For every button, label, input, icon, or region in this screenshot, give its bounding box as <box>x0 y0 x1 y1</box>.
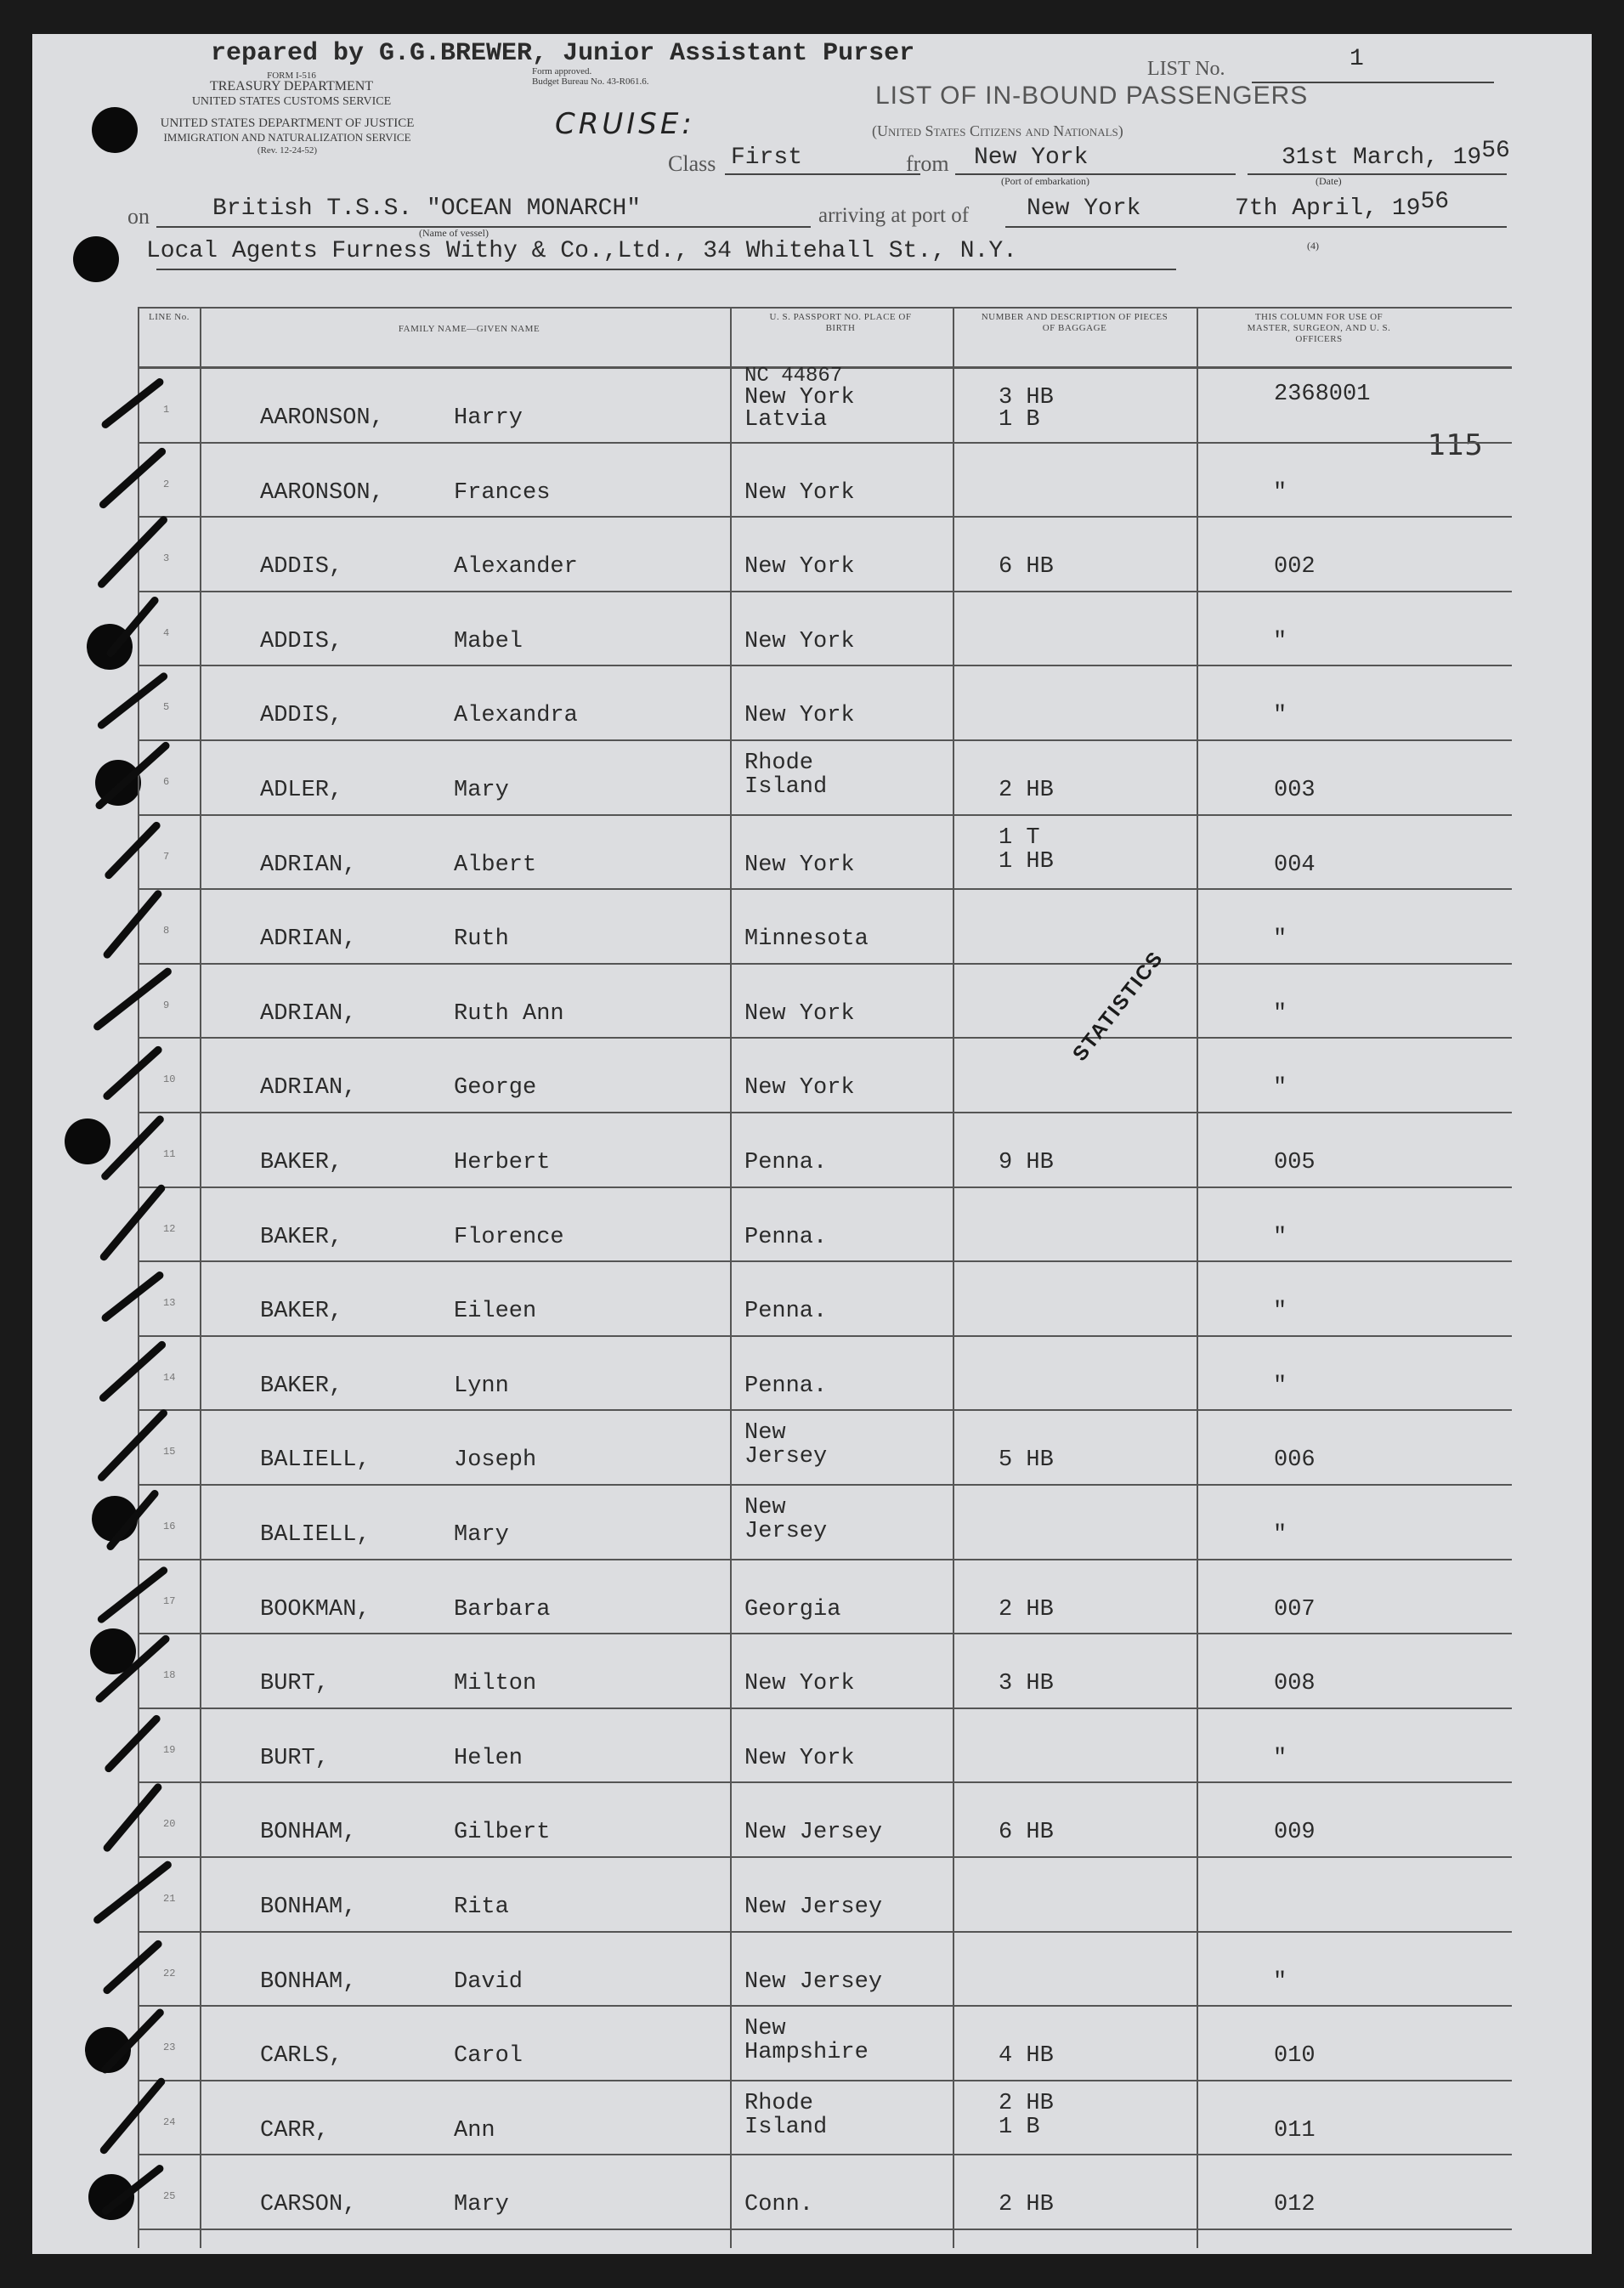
col-header-passport: U. S. PASSPORT NO. PLACE OF BIRTH <box>769 312 912 333</box>
from-label: from <box>906 151 949 176</box>
table-row <box>138 1335 1512 1409</box>
table-row <box>138 1260 1512 1334</box>
family-name: BAKER, <box>260 1299 343 1325</box>
birth-place: New York <box>744 1671 855 1697</box>
birth-place: New Jersey <box>744 1968 883 1995</box>
family-name: AARONSON, <box>260 479 384 506</box>
baggage: 2 HB <box>999 1596 1054 1623</box>
baggage-line1: 3 HB <box>999 385 1054 411</box>
line-number: 10 <box>163 1073 176 1086</box>
punch-hole <box>73 236 119 282</box>
baggage: 3 HB <box>999 1671 1054 1697</box>
birth-place: Minnesota <box>744 926 869 953</box>
family-name: BOOKMAN, <box>260 1596 371 1623</box>
line-number: 21 <box>163 1893 176 1905</box>
birth-place: Penna. <box>744 1150 828 1175</box>
officer-note: " <box>1273 703 1287 729</box>
officer-note: 003 <box>1274 778 1316 803</box>
family-name: BALIELL, <box>260 1447 371 1474</box>
birth-place-line2: Island <box>744 774 828 800</box>
local-agents: Local Agents Furness Withy & Co.,Ltd., 34 Whitehall St., N.Y. <box>146 238 1017 264</box>
table-row <box>138 963 1512 1037</box>
birth-place-line2: Latvia <box>744 407 828 433</box>
budget-bureau: Budget Bureau No. 43-R061.6. <box>532 76 649 87</box>
baggage-line1: 2 HB <box>999 2090 1054 2116</box>
family-name: ADDIS, <box>260 703 343 729</box>
given-name: Helen <box>454 1745 523 1771</box>
baggage: 6 HB <box>999 554 1054 580</box>
birth-place-line1: Rhode <box>744 750 814 776</box>
officer-note: 005 <box>1274 1150 1316 1175</box>
cruise-handwritten: CRUISE: <box>555 107 695 141</box>
table-row <box>138 888 1512 962</box>
table-row <box>138 1931 1512 2005</box>
family-name: BURT, <box>260 1671 330 1697</box>
arrival-date: 7th April, 1956 <box>1235 189 1450 222</box>
revision-date: (Rev. 12-24-52) <box>257 145 318 156</box>
baggage: 6 HB <box>999 1820 1054 1846</box>
family-name: CARLS, <box>260 2043 343 2070</box>
table-row <box>138 1484 1512 1558</box>
birth-place-line1: New York <box>744 385 855 411</box>
family-name: CARR, <box>260 2117 330 2144</box>
table-row <box>138 1112 1512 1186</box>
officer-note: 007 <box>1274 1596 1316 1623</box>
birth-place: New York <box>744 852 855 878</box>
given-name: Mary <box>454 778 509 803</box>
line-number: 19 <box>163 1743 176 1756</box>
given-name: Mary <box>454 1522 509 1548</box>
line-number: 12 <box>163 1222 176 1235</box>
passenger-table <box>138 307 1512 2248</box>
baggage-line2: 1 B <box>999 407 1040 433</box>
birth-place: New York <box>744 479 855 506</box>
birth-place-line2: Hampshire <box>744 2040 869 2066</box>
date-caption: (Date) <box>1316 175 1342 187</box>
officer-note: " <box>1273 1968 1287 1995</box>
baggage-line2: 1 HB <box>999 848 1054 875</box>
given-name: George <box>454 1075 537 1102</box>
family-name: BONHAM, <box>260 1968 357 1995</box>
vessel-name: British T.S.S. "OCEAN MONARCH" <box>212 195 642 222</box>
officer-note: " <box>1273 628 1287 654</box>
birth-place: Penna. <box>744 1299 828 1325</box>
table-row <box>138 1409 1512 1483</box>
punch-hole <box>65 1119 110 1164</box>
birth-place-line2: Jersey <box>744 1444 828 1470</box>
table-row <box>138 1186 1512 1260</box>
birth-place-line1: New <box>744 2016 786 2042</box>
given-name: Ruth Ann <box>454 1000 564 1027</box>
line-number: 14 <box>163 1371 176 1384</box>
given-name: Harry <box>454 405 523 431</box>
birth-place-line1: Rhode <box>744 2090 814 2116</box>
birth-place: New Jersey <box>744 1894 883 1920</box>
baggage-line2: 1 B <box>999 2114 1040 2140</box>
officer-note: 004 <box>1274 852 1316 878</box>
line-number: 23 <box>163 2042 176 2054</box>
baggage: 5 HB <box>999 1447 1054 1474</box>
given-name: David <box>454 1968 523 1995</box>
given-name: Gilbert <box>454 1820 551 1846</box>
officer-note: " <box>1273 1373 1287 1399</box>
given-name: Mary <box>454 2192 509 2218</box>
family-name: ADDIS, <box>260 554 343 580</box>
family-name: ADRIAN, <box>260 926 357 953</box>
birth-place: New York <box>744 703 855 729</box>
given-name: Mabel <box>454 628 523 654</box>
birth-place-line1: New <box>744 1420 786 1447</box>
family-name: AARONSON, <box>260 405 384 431</box>
given-name: Herbert <box>454 1150 551 1175</box>
family-name: BAKER, <box>260 1373 343 1399</box>
document-title: LIST OF IN-BOUND PASSENGERS <box>875 82 1309 110</box>
depart-date: 31st March, 1956 <box>1282 138 1510 171</box>
birth-place: New York <box>744 628 855 654</box>
customs-service: UNITED STATES CUSTOMS SERVICE <box>191 95 392 108</box>
line-number: 18 <box>163 1669 176 1682</box>
given-name: Joseph <box>454 1447 537 1474</box>
class-label: Class <box>668 151 716 176</box>
baggage: 2 HB <box>999 778 1054 803</box>
given-name: Alexander <box>454 554 578 580</box>
table-row <box>138 1633 1512 1707</box>
class-value: First <box>731 144 803 171</box>
family-name: ADDIS, <box>260 628 343 654</box>
family-name: BURT, <box>260 1745 330 1771</box>
birth-place: Penna. <box>744 1373 828 1399</box>
table-row <box>138 591 1512 665</box>
birth-place-line2: Jersey <box>744 1519 828 1544</box>
baggage: 4 HB <box>999 2043 1054 2070</box>
birth-place: Penna. <box>744 1224 828 1250</box>
arrival-port: New York <box>1027 195 1141 222</box>
given-name: Alexandra <box>454 703 578 729</box>
given-name: Carol <box>454 2043 523 2070</box>
manifest-sheet <box>32 34 1592 2254</box>
document-subtitle: (United States Citizens and Nationals) <box>872 122 1123 139</box>
table-row <box>138 665 1512 739</box>
col-header-name: FAMILY NAME—GIVEN NAME <box>398 324 540 334</box>
passport-number: NC 44867 <box>744 365 843 388</box>
officer-note: 009 <box>1274 1820 1316 1846</box>
line-number: 24 <box>163 2115 176 2128</box>
table-row <box>138 1037 1512 1111</box>
col-header-line: LINE No. <box>149 312 190 322</box>
officer-note: 012 <box>1274 2192 1316 2218</box>
form-number: FORM I-516 <box>267 71 316 81</box>
officer-note: 2368001 <box>1274 382 1371 407</box>
table-row <box>138 442 1512 516</box>
birth-place: New York <box>744 1000 855 1027</box>
line-number: 4 <box>163 626 170 639</box>
table-row <box>138 1708 1512 1781</box>
line-number: 8 <box>163 925 170 937</box>
line-number: 15 <box>163 1446 176 1458</box>
family-name: ADRIAN, <box>260 1000 357 1027</box>
officer-note: 011 <box>1274 2117 1316 2144</box>
family-name: BALIELL, <box>260 1522 371 1548</box>
officer-note: " <box>1273 479 1287 506</box>
table-row <box>138 1559 1512 1633</box>
table-row <box>138 814 1512 888</box>
given-name: Eileen <box>454 1299 537 1325</box>
given-name: Barbara <box>454 1596 551 1623</box>
birth-place: Conn. <box>744 2192 814 2218</box>
baggage: 2 HB <box>999 2192 1054 2218</box>
officer-note: " <box>1273 1075 1287 1102</box>
treasury-dept: TREASURY DEPARTMENT <box>209 79 374 93</box>
family-name: ADLER, <box>260 778 343 803</box>
arriving-label: arriving at port of <box>818 204 970 227</box>
table-row <box>138 516 1512 590</box>
officer-note: " <box>1273 1299 1287 1325</box>
officer-note: 010 <box>1274 2043 1316 2070</box>
given-name: Lynn <box>454 1373 509 1399</box>
line-number: 3 <box>163 552 170 565</box>
birth-place-line2: Island <box>744 2114 828 2140</box>
given-name: Florence <box>454 1224 564 1250</box>
justice-dept: UNITED STATES DEPARTMENT OF JUSTICE <box>160 116 415 130</box>
birth-place-line1: New <box>744 1495 786 1521</box>
immigration-service: IMMIGRATION AND NATURALIZATION SERVICE <box>163 131 411 144</box>
birth-place: New York <box>744 554 855 580</box>
officer-note: " <box>1273 1000 1287 1027</box>
line-number: 20 <box>163 1818 176 1831</box>
table-row <box>138 1781 1512 1855</box>
given-name: Ann <box>454 2117 495 2144</box>
table-row <box>138 2154 1512 2228</box>
line-number: 22 <box>163 1967 176 1979</box>
col-header-officers: THIS COLUMN FOR USE OF MASTER, SURGEON, AND U. S. OFFICERS <box>1247 312 1391 344</box>
given-name: Albert <box>454 852 537 878</box>
birth-place: New Jersey <box>744 1820 883 1846</box>
punch-hole <box>92 107 138 153</box>
birth-place: New York <box>744 1745 855 1771</box>
list-number: 1 <box>1350 46 1364 72</box>
line-number: 25 <box>163 2190 176 2203</box>
given-name: Milton <box>454 1671 537 1697</box>
list-no-label: LIST No. <box>1147 58 1225 80</box>
officer-note: 006 <box>1274 1447 1316 1474</box>
family-name: BAKER, <box>260 1224 343 1250</box>
baggage: 9 HB <box>999 1150 1054 1175</box>
on-label: on <box>127 204 150 229</box>
officer-note: " <box>1273 926 1287 953</box>
note-4: (4) <box>1307 240 1319 252</box>
officer-note: 002 <box>1274 554 1316 580</box>
side-page-number: 115 <box>1428 428 1483 462</box>
given-name: Ruth <box>454 926 509 953</box>
table-row <box>138 739 1512 813</box>
prepared-by-line: repared by G.G.BREWER, Junior Assistant Purser <box>211 39 915 68</box>
line-number: 9 <box>163 999 170 1011</box>
vessel-caption: (Name of vessel) <box>419 227 489 239</box>
officer-note: " <box>1273 1224 1287 1250</box>
form-approved: Form approved. <box>532 66 592 76</box>
table-row <box>138 367 1512 441</box>
table-row <box>138 1856 1512 1930</box>
officer-note: " <box>1273 1522 1287 1548</box>
embark-port: New York <box>974 144 1089 171</box>
officer-note: " <box>1273 1745 1287 1771</box>
line-number: 6 <box>163 776 170 788</box>
line-number: 11 <box>163 1148 176 1160</box>
line-number: 16 <box>163 1521 176 1532</box>
family-name: CARSON, <box>260 2192 357 2218</box>
family-name: BONHAM, <box>260 1820 357 1846</box>
family-name: BAKER, <box>260 1150 343 1175</box>
officer-note: 008 <box>1274 1671 1316 1697</box>
line-number: 5 <box>163 701 170 714</box>
birth-place: Georgia <box>744 1596 841 1623</box>
family-name: ADRIAN, <box>260 852 357 878</box>
col-header-baggage: NUMBER AND DESCRIPTION OF PIECES OF BAGGAGE <box>981 312 1168 333</box>
given-name: Rita <box>454 1894 509 1920</box>
line-number: 13 <box>163 1297 176 1310</box>
table-row <box>138 2080 1512 2154</box>
birth-place: New York <box>744 1075 855 1102</box>
line-number: 1 <box>163 404 170 416</box>
line-number: 2 <box>163 478 170 490</box>
given-name: Frances <box>454 479 551 506</box>
embark-port-caption: (Port of embarkation) <box>1001 175 1089 187</box>
table-row <box>138 2005 1512 2079</box>
family-name: ADRIAN, <box>260 1075 357 1102</box>
family-name: BONHAM, <box>260 1894 357 1920</box>
statistics-stamp: STATISTICS <box>1068 946 1168 1066</box>
line-number: 7 <box>163 850 170 863</box>
line-number: 17 <box>163 1594 176 1607</box>
baggage-line1: 1 T <box>999 824 1040 851</box>
